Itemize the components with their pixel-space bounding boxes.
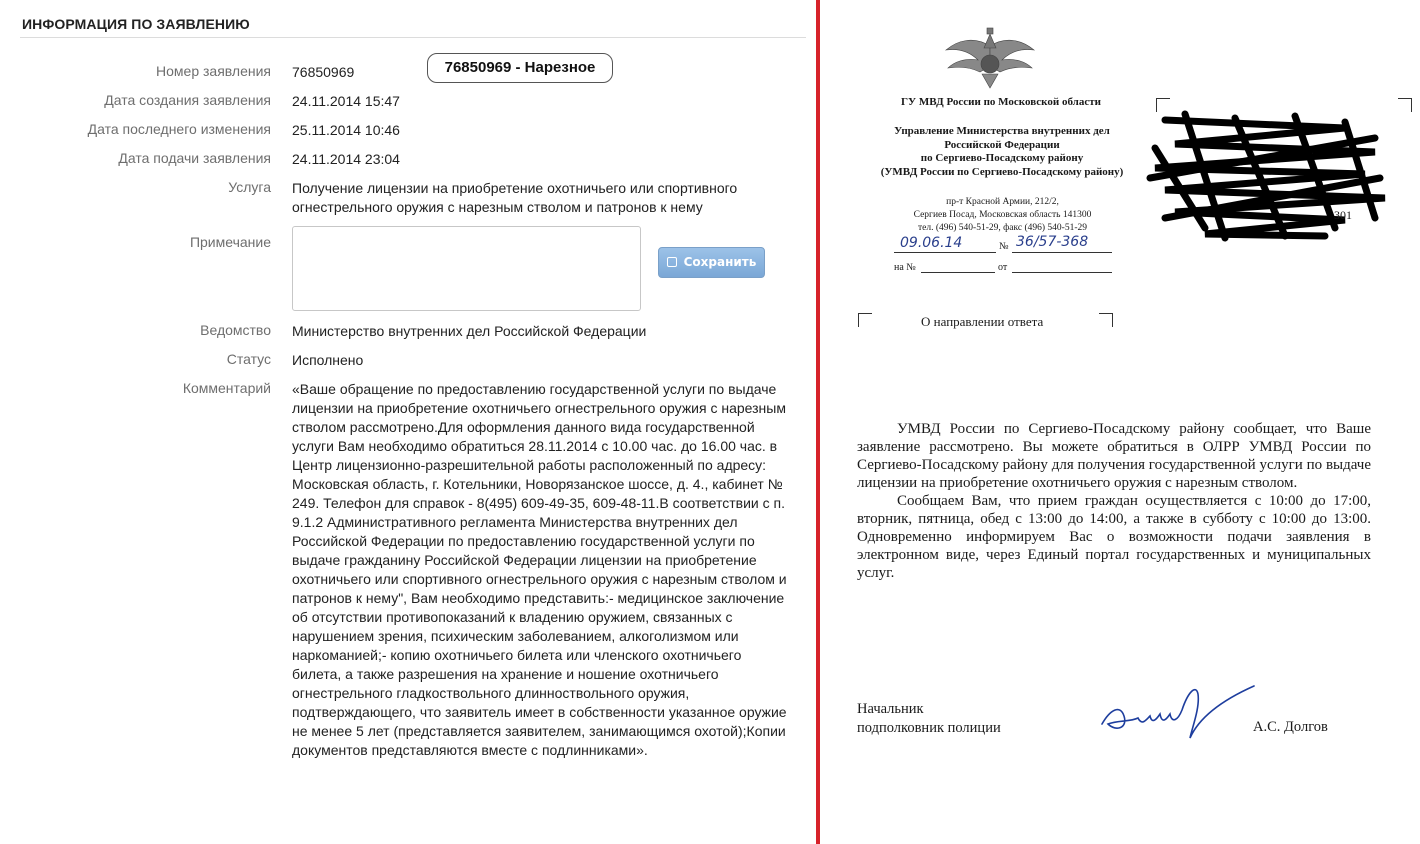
- handwritten-number: 36/57-368: [1016, 234, 1089, 250]
- value-agency: Министерство внутренних дел Российской Федерации: [292, 323, 647, 339]
- addressee-corner-right: [1398, 98, 1412, 112]
- ref-underline: [921, 272, 995, 273]
- label-created-date: Дата создания заявления: [104, 92, 271, 108]
- save-icon: [667, 257, 677, 267]
- label-application-number: Номер заявления: [156, 63, 271, 79]
- subject-corner-right: [1099, 313, 1113, 327]
- save-button-label: Сохранить: [683, 255, 757, 269]
- org-line: по Сергиево-Посадскому району: [920, 152, 1084, 164]
- handwritten-signature: [1098, 680, 1258, 742]
- save-button[interactable]: [658, 247, 765, 278]
- org-line: Управление Министерства внутренних дел: [894, 125, 1110, 137]
- body-paragraph: Сообщаем Вам, что прием граждан осуществляется с 10:00 до 17:00, вторник, пятница, обед с 13:00 до 14:00, а также в субботу с 10:00 до 13:00. Одновременно информируем Вас о возможности подачи заявления в электронном виде, через Единый портал государственных и муниципальных услуг.: [857, 493, 1371, 581]
- label-note: Примечание: [189, 234, 271, 250]
- date-underline: [894, 252, 996, 253]
- official-letter: [820, 0, 1420, 844]
- signer-title-line: Начальник: [857, 701, 924, 717]
- section-title: ИНФОРМАЦИЯ ПО ЗАЯВЛЕНИЮ: [22, 16, 250, 32]
- org-address: [900, 196, 1105, 235]
- letter-subject: О направлении ответа: [921, 314, 1044, 329]
- address-line: пр-т Красной Армии, 212/2,: [946, 197, 1059, 207]
- label-submitted-date: Дата подачи заявления: [118, 150, 271, 166]
- ref-from-underline: [1012, 272, 1112, 273]
- subject-corner-left: [858, 313, 872, 327]
- value-application-number: 76850969: [292, 64, 355, 80]
- label-modified-date: Дата последнего изменения: [87, 121, 271, 137]
- number-underline: [1012, 252, 1112, 253]
- letter-body: [857, 420, 1371, 582]
- number-label: №: [999, 241, 1009, 252]
- value-submitted-date: 24.11.2014 23:04: [292, 151, 400, 167]
- value-modified-date: 25.11.2014 10:46: [292, 122, 400, 138]
- org-full-name: [860, 125, 1144, 179]
- eagle-emblem-icon: [944, 26, 1036, 92]
- value-status: Исполнено: [292, 352, 364, 368]
- org-line: (УМВД России по Сергиево-Посадскому району): [880, 165, 1124, 178]
- address-line: Сергиев Посад, Московская область 141300: [913, 210, 1092, 220]
- handwritten-date: 09.06.14: [900, 235, 963, 251]
- ref-label: на №: [894, 262, 916, 273]
- label-service: Услуга: [228, 179, 271, 195]
- org-short-name: ГУ МВД России по Московской области: [901, 96, 1101, 108]
- value-service: Получение лицензии на приобретение охотничьего или спортивного огнестрельного оружия с нарезным стволом и патронов к нему: [292, 180, 738, 215]
- label-agency: Ведомство: [200, 322, 271, 338]
- recipient-fragment: 301: [1334, 208, 1352, 222]
- label-comment: Комментарий: [182, 380, 271, 396]
- signer-title: [857, 700, 1001, 738]
- address-line: тел. (496) 540-51-29, факс (496) 540-51-29: [917, 223, 1087, 233]
- body-paragraph: УМВД России по Сергиево-Посадскому району сообщает, что Ваше заявление рассмотрено. Вы можете обратиться в ОЛРР УМВД России по Сергиево-Посадскому району для получения государственной услуги по выдаче лицензии на приобретение охотничьего оружия с нарезным стволом.: [857, 421, 1371, 491]
- value-comment: «Ваше обращение по предоставлению государственной услуги по выдаче лицензии на приобретение охотничьего огнестрельного оружия с нарезным стволом рассмотрено.Для оформления данного вида государственной услуги Вам необходимо обратиться 28.11.2014 с 10.00 час. до 16.00 час. в Центр лицензионно-разрешительной работы расположенный по адресу: Московская область, г. Котельники, Новорязанское шоссе, д. 4., кабинет № 249. Телефон для справок - 8(495) 609-49-35, 609-48-11.В соответствии с п. 9.1.2 Административного регламента Министерства внутренних дел Российской Федерации по предоставлению государственной услуги по выдаче гражданину Российской Федерации лицензии на приобретение охотничьего или спортивного огнестрельного оружия с нарезным стволом и патронов к нему", Вам необходимо представить:- медицинское заключение об отсутствии противопоказаний к владению оружием, связанных с нарушением зрения, психическим заболеванием, алкоголизмом или наркоманией;- копию охотничьего билета или членского охотничьего билета, а также разрешения на хранение и ношение охотничьего огнестрельного гладкоствольного длинноствольного оружия, подтверждающего, что заявитель имеет в собственности указанное оружие не менее 5 лет (представляется заявителем, занимающимся охотой);Копии документов представляются вместе с подлинниками».: [292, 381, 787, 758]
- note-textarea[interactable]: [292, 226, 641, 311]
- signer-title-line: подполковник полиции: [857, 720, 1001, 736]
- signer-name: А.С. Долгов: [1253, 719, 1328, 735]
- redaction-scribble: [1145, 108, 1390, 243]
- section-divider: [20, 37, 806, 38]
- highlight-tag: 76850969 - Нарезное: [427, 53, 613, 83]
- org-line: Российской Федерации: [944, 138, 1060, 151]
- value-created-date: 24.11.2014 15:47: [292, 93, 400, 109]
- ref-from-label: от: [998, 262, 1008, 273]
- label-status: Статус: [226, 351, 271, 367]
